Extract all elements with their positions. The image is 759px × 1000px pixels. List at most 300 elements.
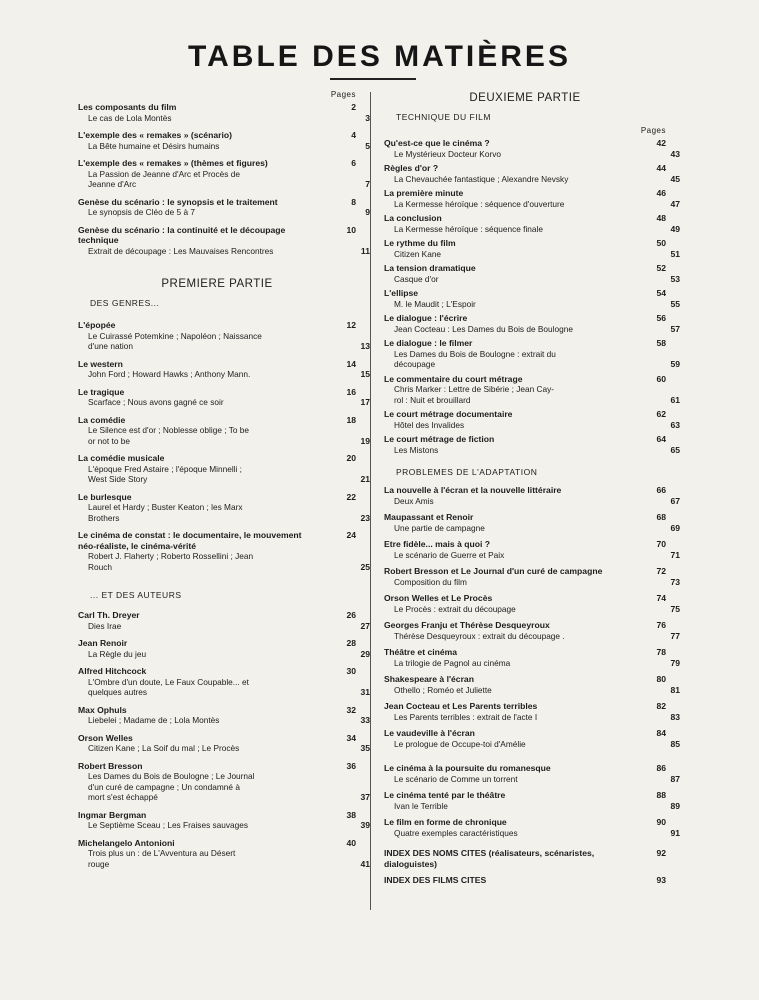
entry-sublines	[78, 169, 320, 190]
entry-sub-page: 17	[360, 397, 370, 407]
entry-page: 22	[346, 491, 356, 502]
entry-sub-page: 73	[670, 576, 680, 587]
genres-list	[78, 320, 370, 572]
toc-entry	[384, 238, 680, 259]
entry-sub-page: 61	[670, 394, 680, 405]
entry-subline: Brothers	[88, 512, 120, 523]
entry-sub-page: 23	[360, 512, 370, 523]
entry-page: 8	[351, 196, 356, 207]
entry-page: 54	[656, 288, 666, 298]
entry-heading: Le film en forme de chronique	[384, 817, 507, 827]
entry-sub-page: 91	[670, 827, 680, 838]
entry-sublines	[384, 712, 630, 723]
entry-heading: Le court métrage de fiction	[384, 434, 495, 444]
pages-header-right: Pages	[640, 126, 666, 135]
entry-page: 16	[346, 386, 356, 397]
entry-sublines	[384, 349, 630, 370]
entry-subline: Quatre exemples caractéristiques	[394, 827, 518, 838]
toc-entry	[78, 760, 370, 803]
right-column	[384, 90, 680, 886]
entry-sub-page: 25	[360, 561, 370, 572]
toc-entry	[384, 593, 680, 614]
entry-sublines	[384, 631, 630, 642]
entry-subline: découpage	[394, 359, 436, 369]
entry-sublines	[384, 420, 630, 431]
entry-sub-page: 39	[360, 820, 370, 830]
entry-page: 2	[351, 102, 356, 112]
entry-sublines	[78, 649, 320, 660]
entry-heading: Le tragique	[78, 386, 125, 397]
entry-subline: L'époque Fred Astaire ; l'époque Minnelli ;	[88, 463, 242, 474]
entry-subline: Le Septième Sceau ; Les Fraises sauvages	[88, 820, 249, 830]
toc-entry	[384, 817, 680, 838]
entry-sublines	[384, 445, 630, 456]
entry-subline: M. le Maudit ; L'Espoir	[394, 298, 476, 309]
entry-sub-page: 51	[670, 248, 680, 259]
entry-subline: Jean Cocteau : Les Dames du Bois de Boulogne	[394, 323, 573, 334]
entry-sublines	[384, 174, 630, 185]
entry-sub-page: 83	[670, 711, 680, 722]
entry-page: 40	[346, 837, 356, 848]
entry-sublines	[384, 604, 630, 615]
entry-sub-page: 21	[360, 474, 370, 484]
entry-page: 6	[351, 158, 356, 168]
toc-entry	[78, 414, 370, 447]
entry-page: 80	[656, 674, 666, 684]
entry-subline: L'Ombre d'un doute, Le Faux Coupable... et	[88, 676, 249, 687]
entry-subline: Les Parents terribles : extrait de l'acte I	[394, 711, 538, 722]
toc-entry	[384, 288, 680, 309]
toc-entry	[384, 848, 666, 869]
entry-heading: La comédie	[78, 414, 126, 425]
toc-entry	[384, 701, 680, 722]
toc-entry	[78, 102, 370, 123]
entry-heading: Georges Franju et Thérèse Desqueyroux	[384, 620, 550, 630]
entry-heading: Carl Th. Dreyer	[78, 610, 140, 620]
entry-sub-page: 47	[670, 198, 680, 209]
entry-heading: Le rythme du film	[384, 238, 456, 248]
index-list	[384, 848, 666, 886]
toc-entry	[384, 434, 680, 455]
entry-sublines	[384, 149, 630, 160]
toc-entry	[78, 732, 370, 754]
toc-entry	[384, 409, 680, 430]
entry-sublines	[384, 224, 630, 235]
entry-subline: Casque d'or	[394, 273, 439, 284]
entry-subline: Othello ; Roméo et Juliette	[394, 684, 492, 695]
technique-list	[384, 138, 680, 455]
entry-page: 64	[656, 434, 666, 444]
entry-sublines	[78, 743, 320, 754]
entry-heading: Le cinéma tenté par le théâtre	[384, 790, 506, 800]
entry-heading: Qu'est-ce que le cinéma ?	[384, 138, 490, 148]
entry-subline: Les Dames du Bois de Boulogne : extrait du	[394, 348, 556, 359]
entry-sublines	[384, 274, 630, 285]
intro-list	[78, 102, 370, 256]
entry-heading: Robert Bresson	[78, 760, 143, 771]
entry-page: 26	[346, 610, 356, 620]
toc-entry	[384, 313, 680, 334]
entry-page: 36	[346, 760, 356, 771]
entry-heading: Jean Renoir	[78, 638, 128, 648]
entry-sub-page: 77	[670, 630, 680, 641]
entry-sub-page: 59	[670, 359, 680, 369]
entry-page: 34	[346, 732, 356, 743]
entry-heading: Jean Cocteau et Les Parents terribles	[384, 701, 538, 711]
entry-heading: La nouvelle à l'écran et la nouvelle littéraire	[384, 485, 562, 495]
entry-sub-page: 75	[670, 603, 680, 614]
entry-subline: Ivan le Terrible	[394, 800, 448, 811]
toc-entry	[78, 837, 370, 870]
entry-page: 10	[346, 224, 356, 235]
entry-subline: West Side Story	[88, 474, 148, 484]
entry-sublines	[78, 771, 320, 803]
entry-heading: Genèse du scénario : la continuité et le découpage technique	[78, 224, 286, 245]
adapt-list	[384, 485, 680, 749]
entry-subline: Hôtel des Invalides	[394, 419, 465, 430]
entry-page: 60	[656, 373, 666, 384]
toc-entry	[78, 130, 370, 151]
entry-sub-page: 89	[670, 800, 680, 811]
entry-sublines	[384, 658, 630, 669]
entry-subline: Le scénario de Comme un torrent	[394, 773, 518, 784]
toc-entry	[384, 539, 680, 560]
entry-sub-page: 31	[360, 687, 370, 697]
entry-sub-page: 27	[360, 620, 370, 631]
toc-entry	[384, 728, 680, 749]
entry-heading: Règles d'or ?	[384, 163, 439, 173]
entry-sublines	[384, 249, 630, 260]
entry-sublines	[384, 324, 630, 335]
entry-subline: Le cas de Lola Montès	[88, 112, 172, 123]
entry-heading: Ingmar Bergman	[78, 809, 147, 820]
entry-subline: or not to be	[88, 435, 130, 446]
adapt-title: PROBLEMES DE L'ADAPTATION	[396, 467, 538, 477]
entry-page: 84	[656, 728, 666, 738]
entry-subline: La Chevauchée fantastique ; Alexandre Nevsky	[394, 173, 569, 184]
entry-subline: Thérèse Desqueyroux : extrait du découpage .	[394, 630, 565, 641]
entry-subline: Robert J. Flaherty ; Roberto Rossellini ; Jean	[88, 551, 254, 561]
entry-heading: L'exemple des « remakes » (scénario)	[78, 130, 232, 140]
entry-page: 62	[656, 409, 666, 419]
entry-subline: Chris Marker : Lettre de Sibérie ; Jean Cay-	[394, 384, 555, 394]
toc-entry	[384, 875, 666, 886]
entry-sublines	[384, 199, 630, 210]
entry-sublines	[78, 677, 320, 698]
entry-subline: Le scénario de Guerre et Paix	[394, 549, 505, 560]
entry-sub-page: 85	[670, 738, 680, 749]
entry-page: 30	[346, 666, 356, 676]
entry-page: 18	[346, 414, 356, 425]
entry-subline: Scarface ; Nous avons gagné ce soir	[88, 397, 224, 407]
part1-title: PREMIERE PARTIE	[161, 278, 273, 290]
entry-sub-page: 79	[670, 657, 680, 668]
entry-sub-page: 67	[670, 495, 680, 506]
entry-sub-page: 35	[360, 743, 370, 753]
entry-heading: INDEX DES NOMS CITES (réalisateurs, scénaristes, dialoguistes)	[384, 848, 595, 869]
entry-subline: Rouch	[88, 561, 112, 572]
entry-heading: La conclusion	[384, 213, 442, 223]
title-underline	[330, 78, 416, 80]
entry-subline: quelques autres	[88, 687, 148, 697]
entry-sublines	[384, 801, 630, 812]
toc-entry	[384, 790, 680, 811]
entry-sub-page: 13	[360, 341, 370, 351]
entry-page: 93	[656, 875, 666, 885]
toc-entry	[78, 704, 370, 726]
entry-sublines	[384, 496, 630, 507]
entry-subline: La trilogie de Pagnol au cinéma	[394, 657, 511, 668]
entry-sublines	[78, 113, 320, 124]
entry-sub-page: 37	[360, 792, 370, 802]
entry-page: 20	[346, 453, 356, 463]
toc-entry	[78, 491, 370, 524]
entry-heading: Le vaudeville à l'écran	[384, 728, 475, 738]
entry-sub-page: 3	[365, 112, 370, 123]
entry-page: 58	[656, 338, 666, 348]
entry-heading: Orson Welles et Le Procès	[384, 593, 493, 603]
entry-heading: La comédie musicale	[78, 453, 165, 463]
entry-heading: Orson Welles	[78, 732, 133, 743]
entry-heading: Le dialogue : l'écrire	[384, 313, 468, 323]
entry-page: 86	[656, 763, 666, 773]
entry-subline: Les Mistons	[394, 444, 439, 455]
entry-subline: La Bête humaine et Désirs humains	[88, 140, 220, 151]
entry-page: 56	[656, 313, 666, 323]
entry-subline: La Kermesse héroïque : séquence d'ouverture	[394, 198, 565, 209]
entry-sub-page: 87	[670, 773, 680, 784]
entry-heading: La tension dramatique	[384, 263, 476, 273]
entry-subline: Citizen Kane	[394, 248, 442, 259]
entry-sub-page: 15	[360, 369, 370, 379]
entry-sub-page: 19	[360, 435, 370, 446]
entry-heading: Le burlesque	[78, 491, 132, 502]
entry-heading: Etre fidèle... mais à quoi ?	[384, 539, 491, 549]
entry-subline: Le Cuirassé Potemkine ; Napoléon ; Naissance	[88, 330, 262, 341]
toc-entry	[78, 158, 370, 190]
toc-entry	[384, 373, 680, 406]
entry-page: 90	[656, 817, 666, 827]
entry-sub-page: 9	[365, 207, 370, 217]
toc-entry	[384, 263, 680, 284]
entry-heading: Michelangelo Antonioni	[78, 837, 175, 848]
entry-heading: Le dialogue : le filmer	[384, 338, 473, 348]
entry-page: 92	[656, 848, 666, 858]
entry-heading: Le western	[78, 358, 123, 369]
entry-sublines	[78, 369, 320, 380]
entry-page: 50	[656, 238, 666, 248]
toc-entry	[78, 358, 370, 380]
entry-sublines	[384, 739, 630, 750]
entry-sublines	[384, 384, 630, 405]
left-column	[78, 90, 370, 869]
entry-page: 82	[656, 701, 666, 711]
entry-page: 4	[351, 130, 356, 140]
entry-heading: Théâtre et cinéma	[384, 647, 458, 657]
entry-heading: L'ellipse	[384, 288, 419, 298]
authors-list	[78, 610, 370, 869]
entry-page: 72	[656, 566, 666, 576]
toc-entry	[78, 610, 370, 631]
entry-heading: Le cinéma à la poursuite du romanesque	[384, 763, 551, 773]
entry-heading: Genèse du scénario : le synopsis et le traitement	[78, 196, 278, 207]
toc-entry	[384, 620, 680, 641]
entry-page: 68	[656, 512, 666, 522]
entry-page: 32	[346, 704, 356, 715]
column-divider	[370, 92, 371, 910]
toc-entry	[78, 530, 370, 572]
toc-entry	[384, 566, 680, 587]
entry-sub-page: 63	[670, 419, 680, 430]
toc-entry	[384, 512, 680, 533]
entry-page: 38	[346, 809, 356, 820]
entry-page: 66	[656, 485, 666, 495]
entry-page: 28	[346, 638, 356, 648]
entry-sublines	[78, 425, 320, 446]
entry-subline: rol : Nuit et brouillard	[394, 394, 471, 405]
toc-entry	[384, 338, 680, 370]
toc-entry	[78, 196, 370, 218]
entry-sublines	[78, 207, 320, 218]
entry-subline: d'un curé de campagne ; Un condamné à	[88, 781, 240, 792]
toc-entry	[384, 138, 680, 159]
entry-sub-page: 49	[670, 223, 680, 234]
entry-page: 88	[656, 790, 666, 800]
entry-sub-page: 11	[360, 245, 370, 256]
entry-subline: Citizen Kane ; La Soif du mal ; Le Procès	[88, 743, 240, 753]
entry-sublines	[78, 397, 320, 408]
entry-subline: Composition du film	[394, 576, 467, 587]
technique-title: TECHNIQUE DU FILM	[396, 112, 491, 122]
entry-heading: Maupassant et Renoir	[384, 512, 474, 522]
toc-entry	[78, 320, 370, 352]
entry-page: 14	[346, 358, 356, 369]
entry-page: 42	[656, 138, 666, 148]
entry-page: 52	[656, 263, 666, 273]
entry-sub-page: 45	[670, 173, 680, 184]
entry-subline: La Kermesse héroïque : séquence finale	[394, 223, 543, 234]
entry-sublines	[384, 299, 630, 310]
entry-sub-page: 65	[670, 444, 680, 455]
entry-subline: Trois plus un : de L'Avventura au Désert	[88, 848, 236, 858]
entry-page: 70	[656, 539, 666, 549]
entry-subline: mort s'est échappé	[88, 792, 158, 802]
entry-heading: Shakespeare à l'écran	[384, 674, 474, 684]
toc-entry	[384, 188, 680, 209]
entry-subline: Le Procès : extrait du découpage	[394, 603, 516, 614]
entry-sub-page: 5	[365, 140, 370, 151]
toc-entry	[384, 163, 680, 184]
entry-subline: Le synopsis de Cléo de 5 à 7	[88, 207, 196, 217]
toc-entry	[78, 453, 370, 485]
entry-subline: La Règle du jeu	[88, 648, 147, 659]
entry-subline: Laurel et Hardy ; Buster Keaton ; les Marx	[88, 502, 243, 512]
entry-subline: Dies Irae	[88, 620, 122, 631]
entry-subline: Les Dames du Bois de Boulogne ; Le Journal	[88, 771, 255, 781]
entry-sub-page: 7	[365, 179, 370, 189]
entry-sublines	[384, 774, 630, 785]
entry-sub-page: 43	[670, 148, 680, 159]
toc-entry	[78, 386, 370, 408]
entry-subline: Deux Amis	[394, 495, 434, 506]
entry-page: 48	[656, 213, 666, 223]
entry-subline: Le prologue de Occupe-toi d'Amélie	[394, 738, 526, 749]
entry-heading: Les composants du film	[78, 102, 177, 112]
toc-entry	[384, 485, 680, 506]
toc-entry	[78, 638, 370, 659]
entry-sublines	[384, 577, 630, 588]
entry-subline: rouge	[88, 858, 110, 869]
entry-sub-page: 57	[670, 323, 680, 334]
entry-subline: d'une nation	[88, 341, 133, 351]
entry-sublines	[78, 246, 320, 257]
entry-sub-page: 33	[360, 715, 370, 725]
entry-sublines	[384, 550, 630, 561]
entry-sublines	[78, 715, 320, 726]
entry-sublines	[384, 523, 630, 534]
entry-heading: Le commentaire du court métrage	[384, 373, 523, 384]
entry-subline: Le Mystérieux Docteur Korvo	[394, 148, 501, 159]
entry-heading: Le cinéma de constat : le documentaire, le mouvement néo-réaliste, le cinéma-vérité	[78, 530, 302, 551]
entry-sublines	[78, 502, 320, 523]
entry-page: 44	[656, 163, 666, 173]
entry-heading: Max Ophuls	[78, 704, 127, 715]
entry-subline: Jeanne d'Arc	[88, 179, 137, 189]
entry-sublines	[78, 331, 320, 352]
toc-entry	[78, 809, 370, 831]
authors-title: ... ET DES AUTEURS	[90, 590, 182, 600]
entry-sublines	[78, 848, 320, 869]
entry-sublines	[384, 685, 630, 696]
entry-subline: Extrait de découpage : Les Mauvaises Rencontres	[88, 245, 274, 256]
toc-entry	[384, 763, 680, 784]
entry-sub-page: 81	[670, 684, 680, 695]
pages-header: Pages	[330, 90, 356, 99]
entry-subline: John Ford ; Howard Hawks ; Anthony Mann.	[88, 369, 251, 379]
entry-page: 46	[656, 188, 666, 198]
part2-title: DEUXIEME PARTIE	[469, 92, 581, 104]
toc-entry	[384, 674, 680, 695]
entry-sublines	[384, 828, 630, 839]
entry-subline: Liebelei ; Madame de ; Lola Montès	[88, 715, 220, 725]
entry-sub-page: 53	[670, 273, 680, 284]
entry-subline: Le Silence est d'or ; Noblesse oblige ; To be	[88, 425, 250, 435]
toc-entry	[384, 647, 680, 668]
entry-sublines	[78, 141, 320, 152]
entry-sub-page: 29	[360, 648, 370, 659]
entry-heading: Le court métrage documentaire	[384, 409, 513, 419]
entry-sublines	[78, 621, 320, 632]
entry-heading: L'épopée	[78, 320, 116, 330]
genres-title: DES GENRES...	[90, 298, 160, 308]
toc-entry	[78, 666, 370, 698]
entry-heading: La première minute	[384, 188, 464, 198]
entry-sublines	[78, 551, 320, 572]
entry-subline: Une partie de campagne	[394, 522, 485, 533]
entry-page: 24	[346, 530, 356, 540]
page-title: TABLE DES MATIÈRES	[188, 40, 571, 73]
extra-list	[384, 763, 680, 838]
entry-subline: La Passion de Jeanne d'Arc et Procès de	[88, 168, 240, 179]
entry-heading: INDEX DES FILMS CITES	[384, 875, 487, 885]
entry-sub-page: 55	[670, 298, 680, 309]
entry-page: 76	[656, 620, 666, 630]
entry-page: 74	[656, 593, 666, 603]
entry-heading: L'exemple des « remakes » (thèmes et figures)	[78, 158, 268, 168]
entry-page: 78	[656, 647, 666, 657]
entry-sublines	[78, 820, 320, 831]
entry-sub-page: 71	[670, 549, 680, 560]
